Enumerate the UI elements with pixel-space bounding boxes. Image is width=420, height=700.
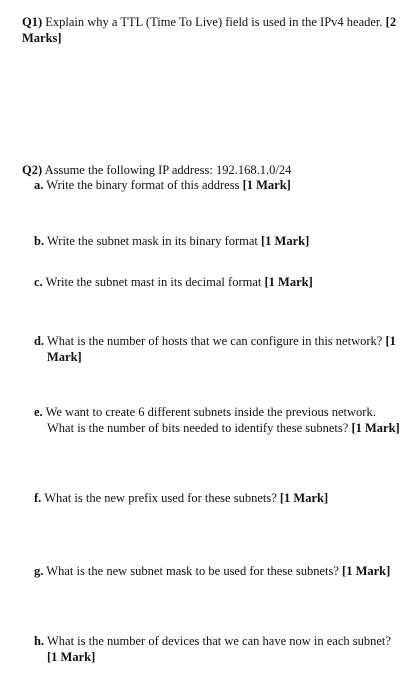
question-2g-letter: g. — [34, 564, 44, 578]
question-2h-letter: h. — [34, 634, 45, 648]
question-2 — [22, 162, 404, 178]
question-2c-letter: c. — [34, 275, 43, 289]
question-2b-letter: b. — [34, 234, 45, 248]
question-2e-text-cont: What is the number of bits needed to identify these subnets? — [47, 421, 352, 435]
question-2g — [34, 563, 406, 579]
question-2e — [34, 404, 406, 436]
question-2b-text: Write the subnet mask in its binary format — [44, 234, 262, 248]
question-1-marks-cont: Marks] — [22, 31, 62, 45]
question-2d-marks: [1 — [385, 334, 396, 348]
question-1-text: Explain why a TTL (Time To Live) field is used in the IPv4 header. — [42, 15, 386, 29]
question-2f — [34, 490, 406, 506]
question-2d-marks-cont: Mark] — [47, 350, 82, 364]
question-2h-marks: [1 Mark] — [47, 650, 96, 664]
question-2h-text: What is the number of devices that we can have now in each subnet? — [44, 634, 391, 648]
question-1-marks: [2 — [385, 15, 397, 29]
question-2f-text: What is the new prefix used for these subnets? — [41, 491, 280, 505]
question-2d — [34, 333, 406, 365]
question-2f-letter: f. — [34, 491, 42, 505]
question-2a-marks: [1 Mark] — [242, 178, 291, 192]
question-2h — [34, 633, 406, 665]
question-2d-text: What is the number of hosts that we can configure in this network? — [44, 334, 386, 348]
question-2f-marks: [1 Mark] — [279, 491, 329, 505]
question-2c — [34, 274, 406, 290]
question-2b — [34, 233, 406, 249]
question-2a-text: Write the binary format of this address — [43, 178, 243, 192]
question-2g-text: What is the new subnet mask to be used for these subnets? — [43, 564, 343, 578]
question-2-number: Q2) — [22, 163, 43, 177]
question-2a-letter: a. — [34, 178, 44, 192]
question-2c-text: Write the subnet mast in its decimal format — [42, 275, 265, 289]
question-2g-marks: [1 Mark] — [342, 564, 391, 578]
question-2e-line2 — [34, 420, 406, 436]
question-2-text: Assume the following IP address: 192.168.1.0/24 — [42, 163, 292, 177]
question-2e-letter: e. — [34, 405, 43, 419]
question-1 — [22, 14, 404, 46]
question-2e-text: We want to create 6 different subnets inside the previous network. — [42, 405, 376, 419]
question-2a — [34, 177, 406, 193]
question-2c-marks: [1 Mark] — [264, 275, 313, 289]
question-1-number: Q1) — [22, 15, 43, 29]
question-2b-marks: [1 Mark] — [261, 234, 310, 248]
question-2d-letter: d. — [34, 334, 45, 348]
question-2e-marks: [1 Mark] — [351, 421, 400, 435]
